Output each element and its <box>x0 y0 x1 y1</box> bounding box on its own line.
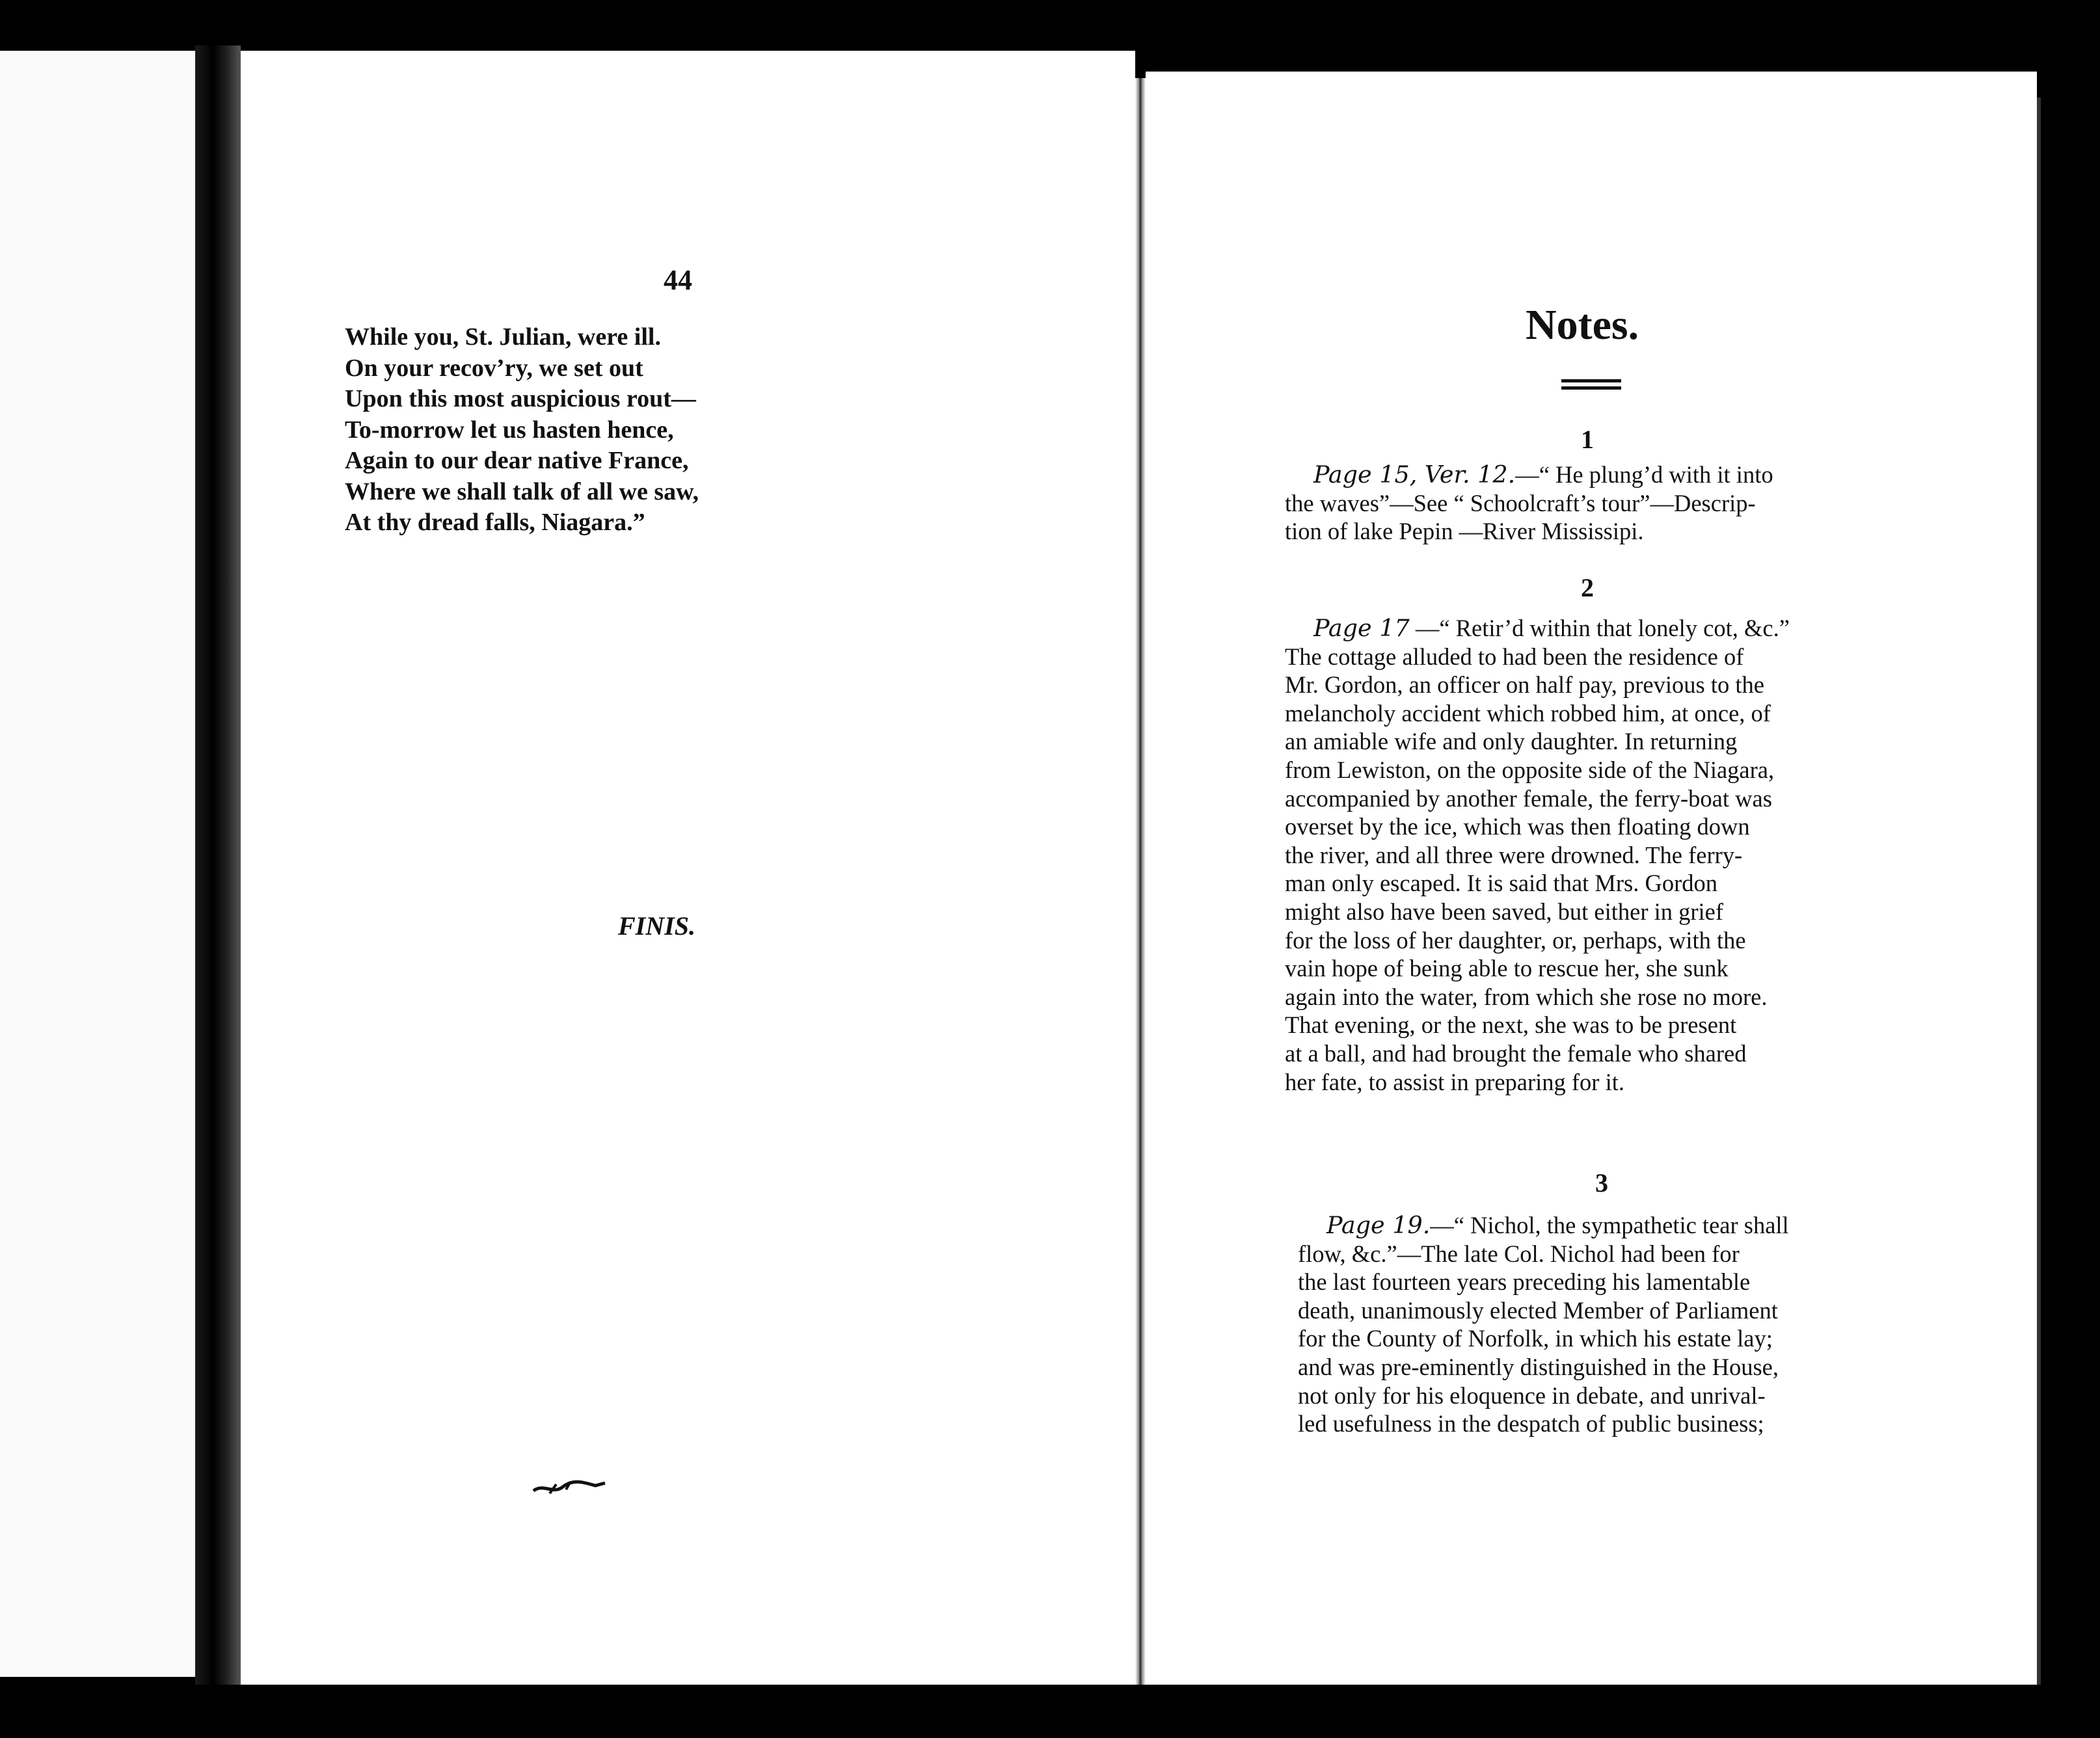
note-line: Mr. Gordon, an officer on half pay, previous to the <box>1285 671 1764 699</box>
note-line: and was pre-eminently distinguished in the House, <box>1298 1353 1779 1380</box>
note-2 <box>1285 614 1922 1096</box>
note-line: for the County of Norfolk, in which his estate lay; <box>1298 1325 1773 1352</box>
right-page-edge <box>2037 98 2041 1685</box>
notes-heading: Notes. <box>1526 301 1639 349</box>
poem-line: At thy dread falls, Niagara.” <box>345 509 645 536</box>
note-line: Page 17 —“ Retir’d within that lonely cot, &c.” <box>1313 614 1790 642</box>
note-line: her fate, to assist in preparing for it. <box>1285 1068 1624 1095</box>
poem-line: To-morrow let us hasten hence, <box>345 416 674 444</box>
poem-line: On your recov’ry, we set out <box>345 354 643 382</box>
previous-leaf-edge <box>0 51 195 1677</box>
heading-rule <box>1561 379 1621 382</box>
note-line: the last fourteen years preceding his lamentable <box>1298 1268 1751 1296</box>
page-gutter <box>1135 78 1146 1685</box>
note-line: again into the water, from which she rose no more. <box>1285 983 1768 1010</box>
poem-stanza <box>345 322 699 539</box>
note-line: flow, &c.”—The late Col. Nichol had been for <box>1298 1240 1740 1267</box>
note-1 <box>1285 461 1922 546</box>
note-line: death, unanimously elected Member of Parliament <box>1298 1296 1778 1324</box>
note-line: accompanied by another female, the ferry-boat was <box>1285 784 1772 812</box>
note-number: 3 <box>1595 1168 1608 1197</box>
poem-line: Where we shall talk of all we saw, <box>345 477 699 505</box>
note-line: the waves”—See “ Schoolcraft’s tour”—Descrip- <box>1285 489 1756 516</box>
note-line: Page 15, Ver. 12.—“ He plung’d with it into <box>1313 461 1773 488</box>
printer-flourish-icon <box>530 1477 608 1496</box>
note-line: for the loss of her daughter, or, perhaps, with the <box>1285 926 1746 954</box>
note-line: That evening, or the next, she was to be present <box>1285 1011 1737 1039</box>
finis-label: FINIS. <box>618 911 695 941</box>
book-spine <box>195 46 241 1685</box>
note-line: might also have been saved, but either in grief <box>1285 898 1724 925</box>
note-number: 2 <box>1581 573 1594 602</box>
note-3 <box>1298 1211 1935 1438</box>
note-line: from Lewiston, on the opposite side of the Niagara, <box>1285 756 1775 783</box>
poem-line: While you, St. Julian, were ill. <box>345 323 661 351</box>
note-line: melancholy accident which robbed him, at once, of <box>1285 699 1771 727</box>
note-line: the river, and all three were drowned. The ferry- <box>1285 841 1743 868</box>
note-number: 1 <box>1581 425 1594 454</box>
note-line: man only escaped. It is said that Mrs. Gordon <box>1285 870 1717 897</box>
poem-line: Upon this most auspicious rout— <box>345 385 696 412</box>
poem-line: Again to our dear native France, <box>345 447 689 474</box>
note-line: not only for his eloquence in debate, and unrival- <box>1298 1382 1766 1409</box>
note-line: an amiable wife and only daughter. In returning <box>1285 728 1738 755</box>
note-line: vain hope of being able to rescue her, she sunk <box>1285 955 1729 982</box>
note-line: at a ball, and had brought the female who shared <box>1285 1039 1747 1067</box>
note-line: overset by the ice, which was then floating down <box>1285 813 1750 840</box>
heading-rule <box>1561 386 1621 390</box>
note-line: The cottage alluded to had been the residence of <box>1285 643 1744 670</box>
note-line: tion of lake Pepin —River Mississipi. <box>1285 518 1644 545</box>
note-line: led usefulness in the despatch of public business; <box>1298 1410 1764 1437</box>
note-line: Page 19.—“ Nichol, the sympathetic tear shall <box>1326 1211 1789 1239</box>
page-number: 44 <box>664 264 692 296</box>
